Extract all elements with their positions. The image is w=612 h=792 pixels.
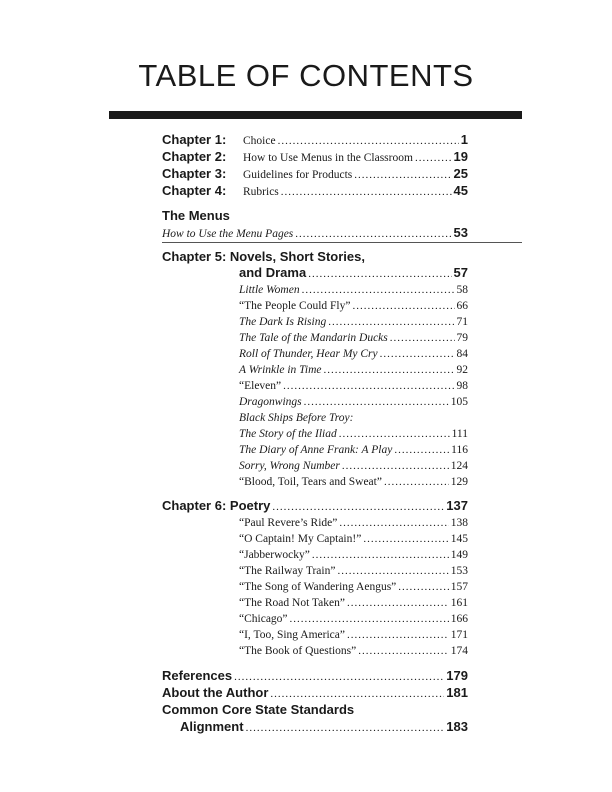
entry-title: “The Railway Train” xyxy=(239,565,336,577)
toc-entry[interactable] xyxy=(239,595,468,611)
entry-title: Little Women xyxy=(239,284,300,296)
page-number: 19 xyxy=(453,149,468,164)
section-divider xyxy=(162,242,522,243)
chapter-title: How to Use Menus in the Classroom xyxy=(243,152,413,164)
page-number: 1 xyxy=(460,132,468,147)
chapter-5-title-line2: and Drama xyxy=(239,265,307,280)
chapter-title: Guidelines for Products xyxy=(243,169,353,181)
page-number: 138 xyxy=(450,517,468,529)
toc-entry-chapter-3[interactable] xyxy=(162,166,468,182)
chapter-label: Chapter 1: xyxy=(162,132,227,147)
entry-title: The Dark Is Rising xyxy=(239,316,327,328)
toc-entry-chapter-6[interactable] xyxy=(162,498,468,514)
chapter-5-heading xyxy=(162,249,468,265)
page-number: 166 xyxy=(450,613,468,625)
page-number: 111 xyxy=(451,428,468,440)
leader-dots xyxy=(278,133,459,149)
toc-entry-about-author[interactable] xyxy=(162,685,468,701)
page-number: 124 xyxy=(450,460,468,472)
leader-dots xyxy=(312,547,449,563)
toc-entry[interactable] xyxy=(239,547,468,563)
chapter-label: Chapter 3: xyxy=(162,166,227,181)
toc-entry[interactable] xyxy=(239,579,468,595)
page-number: 183 xyxy=(446,719,468,734)
leader-dots xyxy=(337,563,448,579)
page-number: 57 xyxy=(453,265,468,280)
toc-entry-ccss-alignment[interactable] xyxy=(180,719,468,735)
page-title: TABLE OF CONTENTS xyxy=(138,58,474,93)
page-number: 84 xyxy=(456,348,468,360)
entry-title: “I, Too, Sing America” xyxy=(239,629,345,641)
leader-dots xyxy=(302,282,455,298)
entry-title: The Diary of Anne Frank: A Play xyxy=(239,444,393,456)
toc-entry[interactable] xyxy=(239,330,468,346)
toc-entry[interactable] xyxy=(239,643,468,659)
toc-entry[interactable] xyxy=(239,394,468,410)
entry-title: Common Core State Standards xyxy=(162,702,355,717)
leader-dots xyxy=(246,720,445,736)
leader-dots xyxy=(272,499,444,515)
leader-dots xyxy=(328,314,454,330)
page-number: 153 xyxy=(450,565,468,577)
toc-entry[interactable] xyxy=(239,426,468,442)
toc-entry[interactable] xyxy=(239,515,468,531)
page-number: 116 xyxy=(451,444,468,456)
toc-entry-chapter-4[interactable] xyxy=(162,183,468,199)
entry-title: Roll of Thunder, Hear My Cry xyxy=(239,348,378,360)
toc-entry[interactable] xyxy=(239,282,468,298)
toc-entry[interactable] xyxy=(239,474,468,490)
entry-title: “The Road Not Taken” xyxy=(239,597,345,609)
page-number: 157 xyxy=(450,581,468,593)
page-number: 129 xyxy=(450,476,468,488)
entry-title: Alignment xyxy=(180,719,244,734)
entry-title: “Eleven” xyxy=(239,380,282,392)
ccss-heading-row xyxy=(162,702,468,718)
page-number: 145 xyxy=(450,533,468,545)
entry-title: The Tale of the Mandarin Ducks xyxy=(239,332,388,344)
menus-heading-row xyxy=(162,208,468,224)
leader-dots xyxy=(234,669,444,685)
leader-dots xyxy=(398,579,448,595)
leader-dots xyxy=(415,150,452,166)
page-number: 137 xyxy=(446,498,468,513)
menus-heading: The Menus xyxy=(162,208,230,223)
entry-title: “The People Could Fly” xyxy=(239,300,351,312)
entry-title: References xyxy=(162,668,233,683)
toc-entry[interactable] xyxy=(239,346,468,362)
chapter-label: Chapter 4: xyxy=(162,183,227,198)
chapter-title: Choice xyxy=(243,135,276,147)
leader-dots xyxy=(304,394,449,410)
toc-entry-chapter-5[interactable] xyxy=(239,265,468,281)
page-number: 98 xyxy=(456,380,468,392)
page-number: 25 xyxy=(453,166,468,181)
page-number: 92 xyxy=(456,364,468,376)
page-number: 71 xyxy=(456,316,468,328)
title-rule xyxy=(109,111,522,119)
entry-title: “The Book of Questions” xyxy=(239,645,357,657)
leader-dots xyxy=(363,531,448,547)
page-number: 66 xyxy=(456,300,468,312)
toc-entry-subtitle xyxy=(239,410,468,426)
entry-title: “The Song of Wandering Aengus” xyxy=(239,581,397,593)
leader-dots xyxy=(347,627,449,643)
leader-dots xyxy=(390,330,455,346)
toc-entry[interactable] xyxy=(239,362,468,378)
toc-entry[interactable] xyxy=(239,531,468,547)
leader-dots xyxy=(295,226,451,242)
leader-dots xyxy=(324,362,455,378)
leader-dots xyxy=(283,378,454,394)
entry-title: Dragonwings xyxy=(239,396,302,408)
entry-title: “O Captain! My Captain!” xyxy=(239,533,362,545)
chapter-6-title: Chapter 6: Poetry xyxy=(162,498,271,513)
entry-title: A Wrinkle in Time xyxy=(239,364,322,376)
entry-title: How to Use the Menu Pages xyxy=(162,228,294,240)
leader-dots xyxy=(308,266,451,282)
leader-dots xyxy=(339,515,448,531)
leader-dots xyxy=(281,184,452,200)
toc-entry[interactable] xyxy=(239,442,468,458)
leader-dots xyxy=(352,298,454,314)
page-number: 45 xyxy=(453,183,468,198)
entry-title: About the Author xyxy=(162,685,269,700)
leader-dots xyxy=(394,442,449,458)
toc-entry[interactable] xyxy=(239,298,468,314)
entry-title: Sorry, Wrong Number xyxy=(239,460,340,472)
entry-title: “Blood, Toil, Tears and Sweat” xyxy=(239,476,382,488)
chapter-label: Chapter 2: xyxy=(162,149,227,164)
leader-dots xyxy=(290,611,449,627)
entry-title: “Chicago” xyxy=(239,613,288,625)
page-number: 174 xyxy=(450,645,468,657)
leader-dots xyxy=(380,346,455,362)
entry-title: The Story of the Iliad xyxy=(239,428,337,440)
page-number: 181 xyxy=(446,685,468,700)
toc-entry[interactable] xyxy=(239,314,468,330)
toc-entry[interactable] xyxy=(239,563,468,579)
toc-entry[interactable] xyxy=(239,378,468,394)
toc-entry[interactable] xyxy=(239,458,468,474)
page-number: 149 xyxy=(450,549,468,561)
chapter-5-title-line1: Chapter 5: Novels, Short Stories, xyxy=(162,249,365,264)
page-number: 171 xyxy=(450,629,468,641)
entry-title: Black Ships Before Troy: xyxy=(239,412,354,424)
leader-dots xyxy=(347,595,449,611)
leader-dots xyxy=(384,474,449,490)
entry-title: “Jabberwocky” xyxy=(239,549,310,561)
toc-entry-menu-pages[interactable] xyxy=(162,225,468,241)
page-number: 58 xyxy=(456,284,468,296)
leader-dots xyxy=(358,643,449,659)
entry-title: “Paul Revere’s Ride” xyxy=(239,517,338,529)
leader-dots xyxy=(354,167,451,183)
toc-entry-references[interactable] xyxy=(162,668,468,684)
toc-entry[interactable] xyxy=(239,611,468,627)
page-number: 179 xyxy=(446,668,468,683)
leader-dots xyxy=(342,458,449,474)
toc-entry-chapter-2[interactable] xyxy=(162,149,468,165)
page-number: 53 xyxy=(453,225,468,240)
page-number: 161 xyxy=(450,597,468,609)
chapter-title: Rubrics xyxy=(243,186,279,198)
page-number: 105 xyxy=(450,396,468,408)
leader-dots xyxy=(270,686,444,702)
toc-entry-chapter-1[interactable] xyxy=(162,132,468,148)
toc-entry[interactable] xyxy=(239,627,468,643)
page-number: 79 xyxy=(456,332,468,344)
leader-dots xyxy=(339,426,450,442)
